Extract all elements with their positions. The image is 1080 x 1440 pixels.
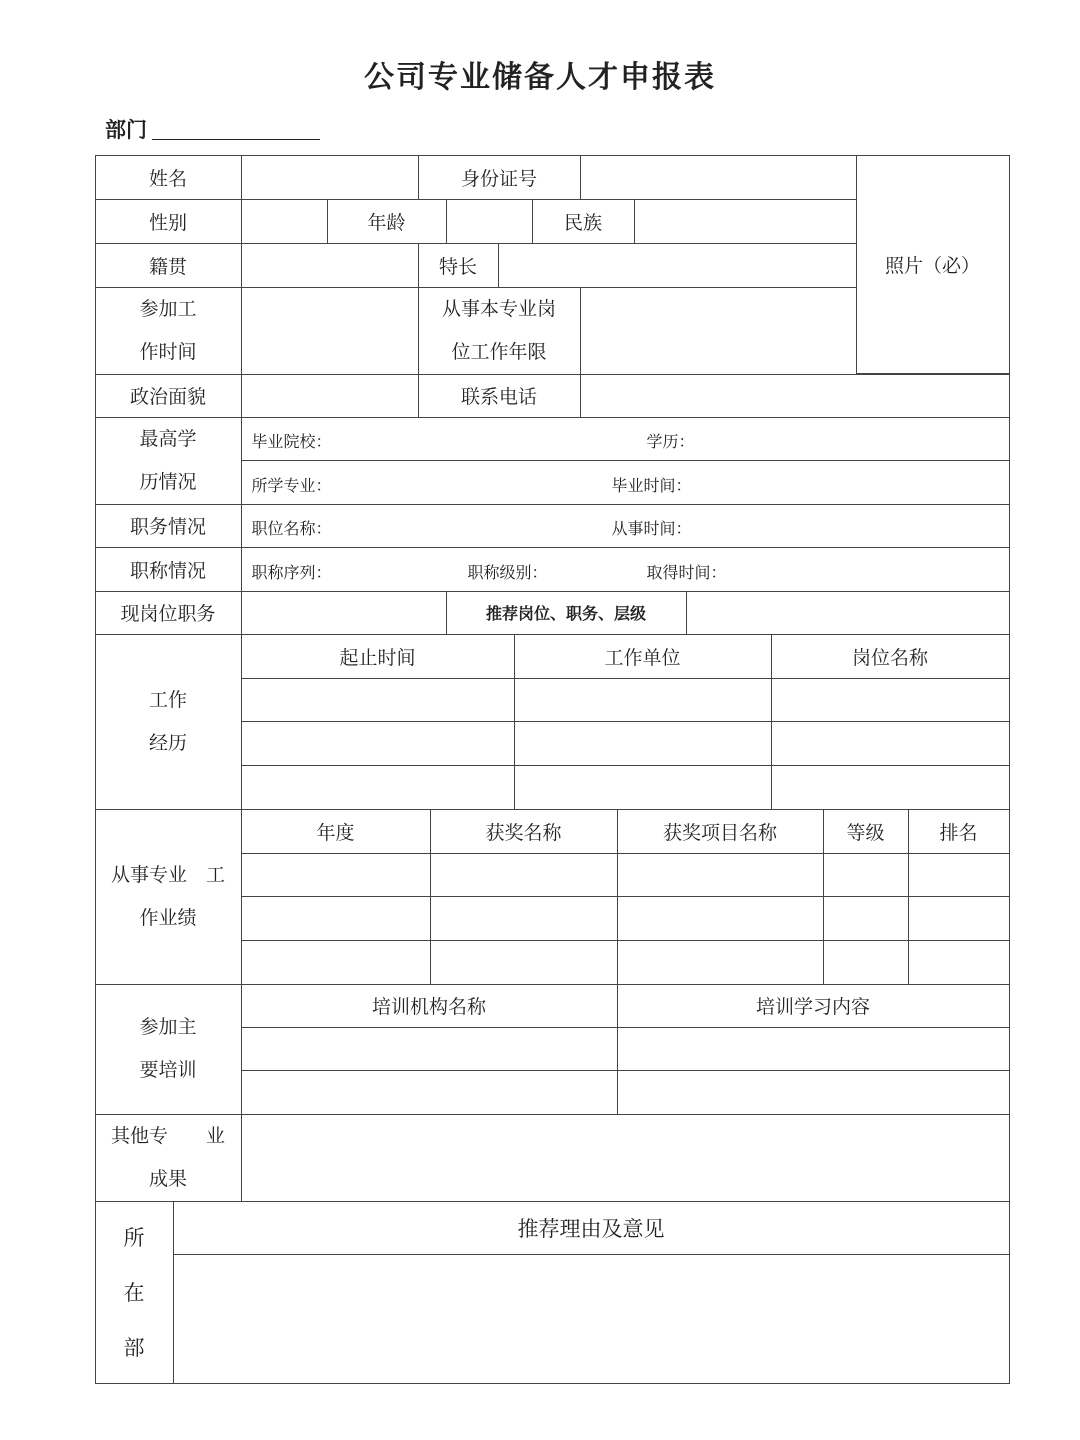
cell-training[interactable] (617, 1027, 1010, 1071)
label-ethnicity: 民族 (532, 199, 635, 244)
label-political-status: 政治面貌 (95, 374, 242, 418)
label-work-start-time (95, 287, 242, 375)
label-achievements-line2: 作业绩 (139, 906, 197, 929)
header-job-title: 岗位名称 (771, 634, 1010, 679)
label-education-line2: 历情况 (139, 470, 197, 493)
label-years-in-field (418, 287, 581, 375)
label-work-start-time-line2: 作时间 (139, 340, 197, 363)
label-age: 年龄 (327, 199, 447, 244)
field-work-start-time[interactable] (241, 287, 419, 375)
cell-experience[interactable] (771, 721, 1010, 766)
label-achievements-line1: 从事专业 工 (110, 863, 225, 886)
cell-experience[interactable] (241, 765, 515, 810)
label-school: 毕业院校： (251, 431, 332, 451)
cell-achievement[interactable] (617, 940, 824, 985)
cell-experience[interactable] (771, 765, 1010, 810)
cell-achievement[interactable] (823, 940, 909, 985)
cell-achievement[interactable] (823, 853, 909, 897)
label-other-line2: 成果 (148, 1167, 187, 1190)
label-work-start-time-line1: 参加工 (139, 297, 197, 320)
label-major: 所学专业： (251, 475, 332, 495)
label-years-line2: 位工作年限 (451, 340, 547, 363)
label-training (95, 984, 242, 1115)
field-age[interactable] (446, 199, 533, 244)
label-work-experience-line2: 经历 (148, 731, 187, 754)
cell-experience[interactable] (241, 721, 515, 766)
cell-experience[interactable] (514, 721, 772, 766)
cell-achievement[interactable] (823, 896, 909, 941)
label-work-experience (95, 634, 242, 810)
field-name[interactable] (241, 155, 419, 200)
field-specialty[interactable] (498, 243, 857, 288)
field-id-number[interactable] (580, 155, 857, 200)
header-grade: 等级 (823, 809, 909, 854)
header-training-org: 培训机构名称 (241, 984, 618, 1028)
field-professional-title-row[interactable] (241, 547, 1010, 592)
field-major-row[interactable] (241, 460, 1010, 505)
cell-achievement[interactable] (617, 853, 824, 897)
cell-achievement[interactable] (908, 896, 1010, 941)
photo-box[interactable]: 照片（必） (856, 155, 1010, 374)
field-school-row[interactable] (241, 417, 1010, 461)
label-dept-char-3: 部 (123, 1336, 145, 1360)
header-recommendation: 推荐理由及意见 (173, 1201, 1010, 1255)
header-award-name: 获奖名称 (430, 809, 618, 854)
label-graduation-time: 毕业时间： (611, 475, 692, 495)
label-department-opinion (95, 1201, 174, 1384)
department-label: 部门 (105, 117, 147, 142)
label-achievements (95, 809, 242, 985)
label-other-line1: 其他专 业 (110, 1124, 225, 1147)
header-training-content: 培训学习内容 (617, 984, 1010, 1028)
label-duty: 职务情况 (95, 504, 242, 548)
cell-training[interactable] (617, 1070, 1010, 1115)
label-training-line1: 参加主 (139, 1016, 197, 1038)
cell-achievement[interactable] (241, 853, 431, 897)
label-specialty: 特长 (418, 243, 499, 288)
field-gender[interactable] (241, 199, 328, 244)
label-dept-char-1: 所 (123, 1226, 145, 1250)
cell-achievement[interactable] (430, 853, 618, 897)
label-other-achievements (95, 1114, 242, 1202)
label-current-post: 现岗位职务 (95, 591, 242, 635)
field-duty-row[interactable] (241, 504, 1010, 548)
label-professional-title: 职称情况 (95, 547, 242, 592)
header-employer: 工作单位 (514, 634, 772, 679)
cell-training[interactable] (241, 1027, 618, 1071)
cell-training[interactable] (241, 1070, 618, 1115)
cell-achievement[interactable] (908, 940, 1010, 985)
label-gender: 性别 (95, 199, 242, 244)
label-duty-since: 从事时间： (611, 518, 692, 538)
label-title-series: 职称序列： (251, 562, 332, 582)
label-work-experience-line1: 工作 (148, 688, 187, 711)
field-phone[interactable] (580, 374, 1010, 418)
cell-achievement[interactable] (430, 896, 618, 941)
cell-experience[interactable] (771, 678, 1010, 722)
cell-achievement[interactable] (241, 896, 431, 941)
label-degree: 学历： (646, 431, 695, 451)
label-position-name: 职位名称： (251, 518, 332, 538)
label-name: 姓名 (95, 155, 242, 200)
cell-experience[interactable] (514, 678, 772, 722)
label-title-obtained: 取得时间： (646, 562, 727, 582)
label-phone: 联系电话 (418, 374, 581, 418)
label-title-level: 职称级别： (467, 562, 548, 582)
field-recommendation[interactable] (173, 1254, 1010, 1384)
label-education-line1: 最高学 (139, 427, 197, 450)
cell-experience[interactable] (514, 765, 772, 810)
field-ethnicity[interactable] (634, 199, 857, 244)
cell-achievement[interactable] (430, 940, 618, 985)
page-title: 公司专业储备人才申报表 (364, 60, 716, 95)
field-years-in-field[interactable] (580, 287, 857, 375)
header-period: 起止时间 (241, 634, 515, 679)
header-award-project: 获奖项目名称 (617, 809, 824, 854)
label-recommended-post: 推荐岗位、职务、层级 (446, 591, 687, 635)
cell-experience[interactable] (241, 678, 515, 722)
field-political-status[interactable] (241, 374, 419, 418)
label-native-place: 籍贯 (95, 243, 242, 288)
cell-achievement[interactable] (241, 940, 431, 985)
field-other-achievements[interactable] (241, 1114, 1010, 1202)
cell-achievement[interactable] (617, 896, 824, 941)
label-years-line1: 从事本专业岗 (441, 297, 556, 320)
field-recommended-post[interactable] (686, 591, 1010, 635)
label-dept-char-2: 在 (123, 1281, 145, 1305)
label-training-line2: 要培训 (139, 1059, 197, 1081)
field-current-post[interactable] (241, 591, 447, 635)
cell-achievement[interactable] (908, 853, 1010, 897)
header-rank: 排名 (908, 809, 1010, 854)
field-native-place[interactable] (241, 243, 419, 288)
label-id-number: 身份证号 (418, 155, 581, 200)
header-year: 年度 (241, 809, 431, 854)
label-education (95, 417, 242, 505)
